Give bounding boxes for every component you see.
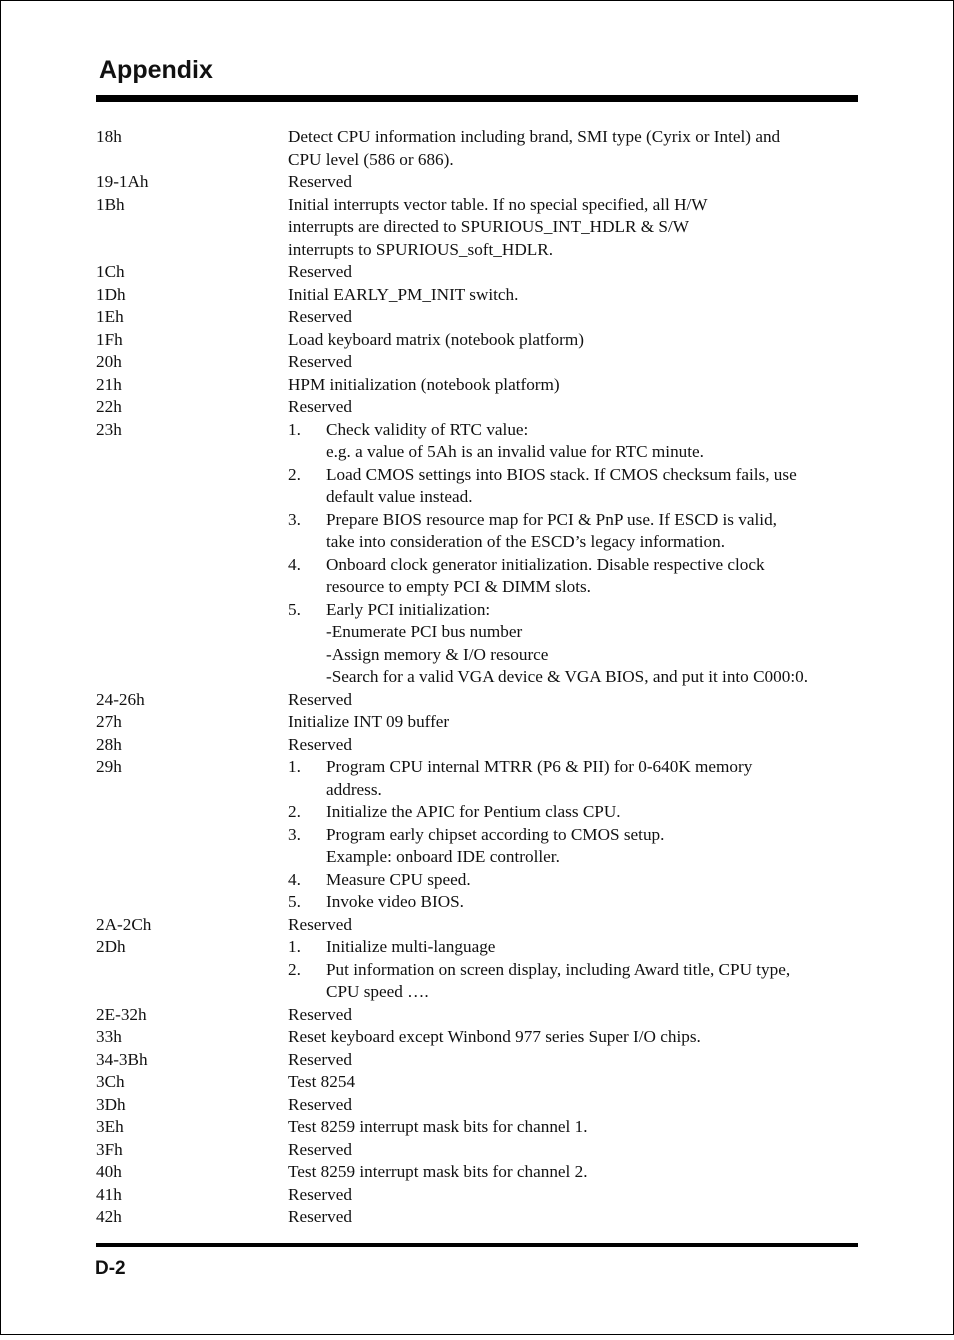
step-line: Measure CPU speed. (326, 869, 471, 889)
footer-rule (96, 1243, 858, 1247)
post-code: 1Eh (96, 307, 124, 326)
post-code: 19-1Ah (96, 172, 149, 191)
step-line: Invoke video BIOS. (326, 892, 464, 911)
post-code: 2E-32h (96, 1004, 147, 1024)
post-code: 29h (96, 757, 122, 776)
step-number: 1. (288, 419, 301, 439)
step-text (326, 959, 861, 1004)
post-code-description (288, 306, 861, 329)
post-code-description (288, 711, 861, 734)
post-code: 1Bh (96, 194, 125, 214)
post-code: 3Ch (96, 1072, 125, 1091)
numbered-step (288, 824, 861, 869)
step-text (326, 936, 861, 959)
step-number: 1. (288, 937, 301, 956)
post-code: 40h (96, 1162, 122, 1181)
post-code: 33h (96, 1027, 122, 1046)
numbered-step (288, 554, 861, 599)
numbered-step (288, 959, 861, 1004)
post-code-description (288, 1184, 861, 1207)
description-line: Reserved (288, 1004, 352, 1024)
step-text (326, 509, 861, 554)
step-text (326, 824, 861, 869)
post-code-description (288, 914, 861, 937)
step-line: resource to empty PCI & DIMM slots. (326, 577, 591, 596)
step-number: 2. (288, 464, 301, 484)
step-number: 4. (288, 554, 301, 574)
description-line: Initial interrupts vector table. If no special specified, all H/W (288, 194, 708, 214)
post-code-row (96, 1026, 861, 1049)
description-line: Reserved (288, 262, 352, 281)
page-number: D-2 (95, 1258, 126, 1279)
post-code-description (288, 1049, 861, 1072)
post-code: 20h (96, 352, 122, 371)
post-code: 24-26h (96, 689, 145, 709)
post-code-row (96, 126, 861, 171)
post-code-row (96, 261, 861, 284)
post-code-row (96, 396, 861, 419)
description-line: Initialize INT 09 buffer (288, 712, 450, 731)
numbered-step (288, 756, 861, 801)
post-code-row (96, 1071, 861, 1094)
post-code-description (288, 734, 861, 757)
post-code-row (96, 1116, 861, 1139)
numbered-step (288, 509, 861, 554)
numbered-step (288, 936, 861, 959)
post-code-description (288, 689, 861, 712)
post-code: 22h (96, 397, 122, 416)
post-code: 41h (96, 1184, 122, 1204)
post-code-description (288, 126, 861, 171)
step-text (326, 554, 861, 599)
step-line: -Enumerate PCI bus number (326, 622, 523, 641)
description-line: Reserved (288, 307, 352, 326)
post-code-row (96, 171, 861, 194)
page-title: Appendix (99, 56, 213, 84)
post-code-row (96, 1094, 861, 1117)
step-text (326, 801, 861, 824)
step-line: Onboard clock generator initialization. Disable respective clock (326, 554, 765, 574)
description-line: Initial EARLY_PM_INIT switch. (288, 284, 519, 304)
numbered-step (288, 464, 861, 509)
step-number: 3. (288, 824, 301, 844)
step-number: 5. (288, 599, 301, 619)
post-code: 27h (96, 712, 122, 731)
step-line: Check validity of RTC value: (326, 419, 529, 439)
numbered-step (288, 599, 861, 689)
post-code-description (288, 936, 861, 1004)
description-line: Test 8259 interrupt mask bits for channel 2. (288, 1162, 588, 1181)
step-line: default value instead. (326, 487, 473, 506)
description-line: Detect CPU information including brand, SMI type (Cyrix or Intel) and (288, 127, 781, 146)
description-line: Reset keyboard except Winbond 977 series Super I/O chips. (288, 1027, 701, 1046)
description-line: CPU level (586 or 686). (288, 149, 454, 169)
post-code-description (288, 374, 861, 397)
post-code-description (288, 171, 861, 194)
post-code-row (96, 284, 861, 307)
step-number: 5. (288, 892, 301, 911)
post-code-description (288, 1116, 861, 1139)
step-number: 1. (288, 757, 301, 776)
post-code-row (96, 1049, 861, 1072)
description-line: Reserved (288, 689, 352, 709)
post-code-description (288, 1139, 861, 1162)
post-code: 3Dh (96, 1094, 126, 1114)
post-code: 23h (96, 419, 122, 439)
post-code-description (288, 1094, 861, 1117)
step-line: take into consideration of the ESCD’s legacy information. (326, 532, 726, 551)
description-line: Load keyboard matrix (notebook platform) (288, 329, 584, 349)
step-line: Load CMOS settings into BIOS stack. If CMOS checksum fails, use (326, 464, 797, 484)
description-line: Reserved (288, 1049, 352, 1069)
post-code-description (288, 261, 861, 284)
post-code: 34-3Bh (96, 1049, 148, 1069)
post-code: 42h (96, 1207, 122, 1226)
description-line: Reserved (288, 397, 352, 416)
post-code-row (96, 689, 861, 712)
post-code-row (96, 1004, 861, 1027)
description-line: Reserved (288, 352, 352, 371)
post-code-description (288, 1004, 861, 1027)
step-line: -Search for a valid VGA device & VGA BIOS, and put it into C000:0. (326, 667, 808, 686)
description-line: Test 8254 (288, 1072, 356, 1091)
step-line: Early PCI initialization: (326, 599, 491, 619)
post-code-description (288, 194, 861, 262)
post-code-description (288, 284, 861, 307)
post-code-row (96, 711, 861, 734)
step-line: Initialize multi-language (326, 937, 496, 956)
post-code-row (96, 734, 861, 757)
post-code-row (96, 194, 861, 262)
post-code-description (288, 1026, 861, 1049)
post-code-description (288, 419, 861, 689)
step-line: e.g. a value of 5Ah is an invalid value for RTC minute. (326, 442, 704, 461)
post-code-description (288, 396, 861, 419)
post-code-row (96, 936, 861, 1004)
post-code-description (288, 1071, 861, 1094)
post-code: 3Fh (96, 1139, 123, 1159)
post-code-row (96, 306, 861, 329)
post-code: 2A-2Ch (96, 914, 152, 934)
post-code-row (96, 419, 861, 689)
post-code: 28h (96, 734, 122, 754)
numbered-step (288, 891, 861, 914)
post-code-description (288, 1161, 861, 1184)
post-code: 18h (96, 127, 122, 146)
description-line: Reserved (288, 1139, 352, 1159)
post-code: 2Dh (96, 937, 126, 956)
post-code-row (96, 1206, 861, 1229)
step-line: Initialize the APIC for Pentium class CPU. (326, 802, 621, 821)
step-number: 4. (288, 869, 301, 889)
post-code-row (96, 329, 861, 352)
numbered-step (288, 869, 861, 892)
post-code-description (288, 329, 861, 352)
post-code: 1Fh (96, 329, 123, 349)
header-rule (96, 95, 858, 102)
description-line: Reserved (288, 1184, 352, 1204)
post-code: 1Dh (96, 284, 126, 304)
description-line: Test 8259 interrupt mask bits for channel 1. (288, 1117, 588, 1136)
step-line: -Assign memory & I/O resource (326, 644, 549, 664)
step-number: 3. (288, 509, 301, 529)
step-number: 2. (288, 959, 301, 979)
post-code-row (96, 1139, 861, 1162)
description-line: Reserved (288, 172, 352, 191)
post-code-row (96, 374, 861, 397)
step-text (326, 464, 861, 509)
description-line: Reserved (288, 1207, 352, 1226)
step-text (326, 599, 861, 689)
description-line: HPM initialization (notebook platform) (288, 374, 560, 394)
post-code-row (96, 351, 861, 374)
step-line: address. (326, 779, 382, 799)
post-code-description (288, 756, 861, 914)
step-text (326, 756, 861, 801)
post-code-row (96, 914, 861, 937)
post-code: 1Ch (96, 262, 125, 281)
post-code: 21h (96, 374, 122, 394)
description-line: interrupts are directed to SPURIOUS_INT_HDLR & S/W (288, 217, 689, 236)
description-line: Reserved (288, 734, 352, 754)
step-line: Program early chipset according to CMOS setup. (326, 824, 665, 844)
step-line: Prepare BIOS resource map for PCI & PnP use. If ESCD is valid, (326, 509, 777, 529)
step-line: Put information on screen display, including Award title, CPU type, (326, 959, 791, 979)
numbered-step (288, 419, 861, 464)
step-line: CPU speed …. (326, 982, 429, 1001)
post-code-description (288, 1206, 861, 1229)
post-code-table (96, 126, 861, 1229)
description-line: interrupts to SPURIOUS_soft_HDLR. (288, 239, 553, 259)
numbered-step (288, 801, 861, 824)
step-line: Example: onboard IDE controller. (326, 847, 560, 866)
description-line: Reserved (288, 914, 352, 934)
step-line: Program CPU internal MTRR (P6 & PII) for 0-640K memory (326, 757, 753, 776)
post-code-row (96, 1161, 861, 1184)
post-code-row (96, 756, 861, 914)
step-number: 2. (288, 802, 301, 821)
step-text (326, 891, 861, 914)
post-code-row (96, 1184, 861, 1207)
step-text (326, 419, 861, 464)
description-line: Reserved (288, 1094, 352, 1114)
step-text (326, 869, 861, 892)
post-code: 3Eh (96, 1117, 124, 1136)
post-code-description (288, 351, 861, 374)
